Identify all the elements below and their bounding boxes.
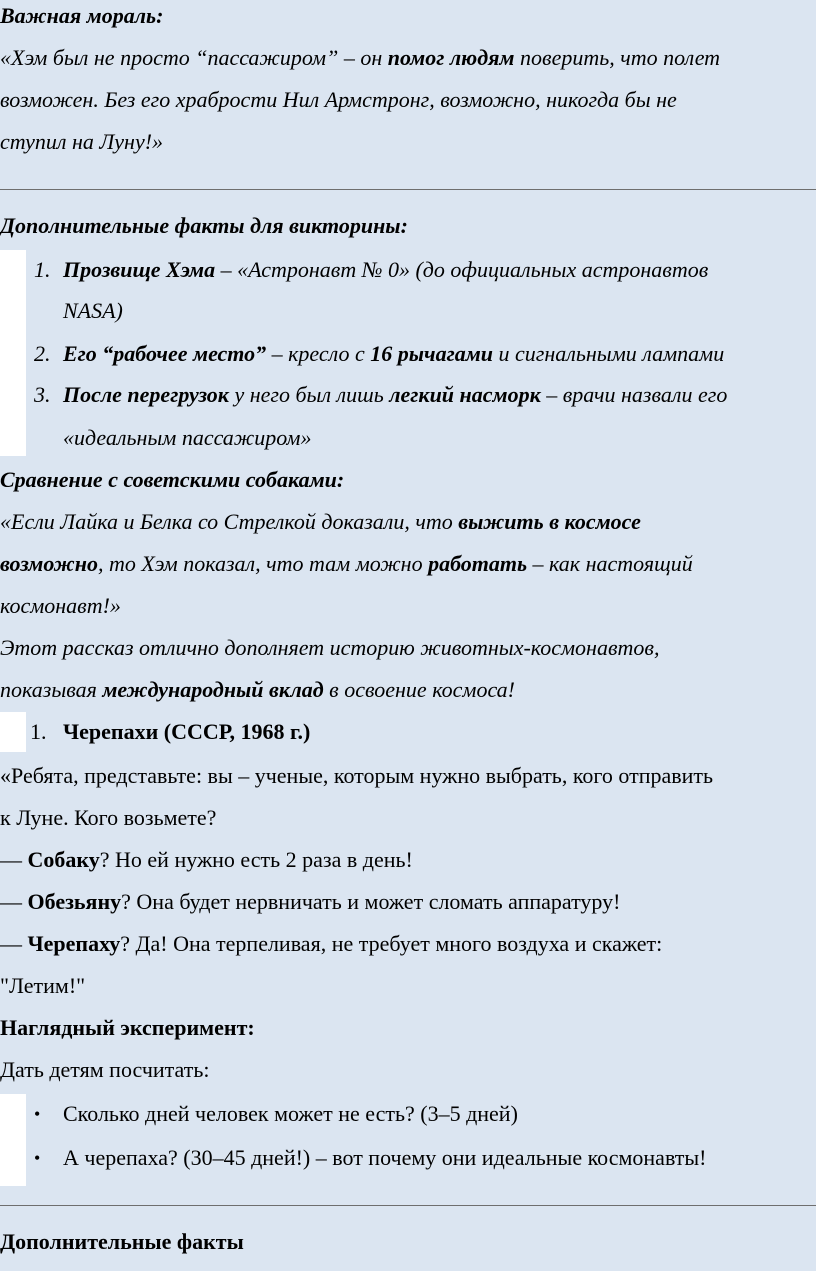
document-page: Важная мораль: «Хэм был не просто “пассажиром” – он помог людям поверить, что полет возможен. Без его храбрости Нил Армстронг, возможно, никогда бы не ступил на Луну!» Дополнительные факты для викторины: 1. Прозвище Хэма – «Астронавт № 0» (до официальных астронавтов NASA) 2. Его “рабочее место” – кресло с 16 рычагами и сигнальными лампами 3. После перегрузок у него был лишь легкий насморк – врачи назвали его «идеальным пассажиром» Сравнение с советскими собаками: «Если Лайка и Белка со Стрелкой доказали, что выжить в космосе возможно, то Хэм показал, что там можно работать – как настоящий космонавт!» Этот рассказ отлично дополняет историю животных-космонавтов, показывая международный вклад в освоение космоса! 1. Черепахи (СССР, 1968 г.) «Ребята, представьте: вы – ученые, которым нужно выбрать, кого отправить к Луне. Кого возьмете? — Собаку? Но ей нужно есть 2 раза в день! — Обезьяну? Она будет нервничать и может сломать аппаратуру! — Черепаху? Да! Она терпеливая, не требует много воздуха и скажет: "Летим!" Наглядный эксперимент: Дать детям посчитать: • Сколько дней человек может не есть? (3–5 дней) • А черепаха? (30–45 дней!) – вот почему они идеальные космонавты! Дополнительные факты [0, 0, 816, 1271]
moral-heading: Важная мораль: [0, 3, 164, 28]
experiment-heading: Наглядный эксперимент: [0, 1015, 255, 1040]
list-margin [0, 1094, 26, 1186]
divider [0, 1205, 816, 1206]
list-margin [0, 712, 26, 752]
divider [0, 189, 816, 190]
compare-line-2: возможно, то Хэм показал, что там можно работать – как настоящий [0, 551, 693, 576]
compare-line-3: космонавт!» [0, 593, 121, 618]
turtles-option-turtle: — Черепаху? Да! Она терпеливая, не требует много воздуха и скажет: [0, 931, 663, 956]
list-number: 2. [34, 341, 51, 366]
list-margin [0, 250, 26, 456]
turtles-option-monkey: — Обезьяну? Она будет нервничать и может сломать аппаратуру! [0, 889, 621, 914]
turtles-option-turtle-cont: "Летим!" [0, 973, 86, 998]
list-number: 1. [34, 257, 51, 282]
compare-line-4: Этот рассказ отлично дополняет историю животных-космонавтов, [0, 635, 660, 660]
list-number: 3. [34, 382, 51, 407]
compare-heading: Сравнение с советскими собаками: [0, 467, 345, 492]
moral-quote-line-2: возможен. Без его храбрости Нил Армстронг, возможно, никогда бы не [0, 87, 677, 112]
footer-heading: Дополнительные факты [0, 1229, 244, 1254]
turtles-para-2: к Луне. Кого возьмете? [0, 805, 217, 830]
quiz-heading: Дополнительные факты для викторины: [0, 213, 408, 238]
bullet-icon: • [34, 1104, 41, 1124]
bullet-icon: • [34, 1148, 41, 1168]
experiment-intro: Дать детям посчитать: [0, 1057, 210, 1082]
compare-line-1: «Если Лайка и Белка со Стрелкой доказали, что выжить в космосе [0, 509, 641, 534]
turtles-para-1: «Ребята, представьте: вы – ученые, которым нужно выбрать, кого отправить [0, 763, 714, 788]
compare-line-5: показывая международный вклад в освоение космоса! [0, 677, 515, 702]
moral-quote-line-1: «Хэм был не просто “пассажиром” – он помог людям поверить, что полет [0, 45, 721, 70]
list-number: 1. [30, 719, 47, 744]
turtles-option-dog: — Собаку? Но ей нужно есть 2 раза в день! [0, 847, 413, 872]
moral-quote-line-3: ступил на Луну!» [0, 129, 164, 154]
